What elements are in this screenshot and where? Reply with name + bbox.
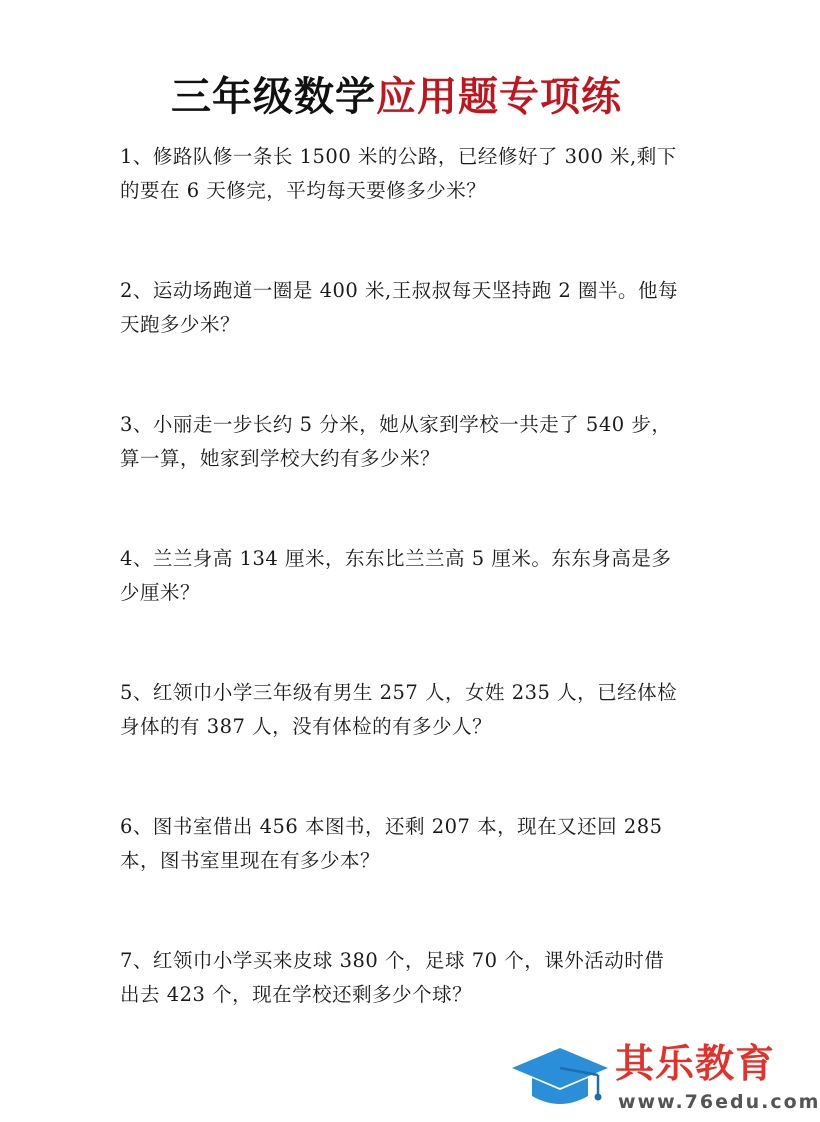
problem-2: 2、运动场跑道一圈是 400 米,王叔叔每天坚持跑 2 圈半。他每天跑多少米？ <box>120 279 679 336</box>
page-title <box>0 69 793 125</box>
brand-watermark <box>510 1040 820 1120</box>
title-part-black: 三年级数学 <box>171 73 376 120</box>
graduation-cap-icon <box>510 1042 610 1112</box>
problem-list <box>120 140 680 1078</box>
problem-6: 6、图书室借出 456 本图书，还剩 207 本，现在又还回 285 本，图书室里现在有多少本？ <box>120 815 663 872</box>
brand-url: www.76edu.com <box>618 1091 820 1113</box>
problem-1: 1、修路队修一条长 1500 米的公路，已经修好了 300 米,剩下的要在 6 天修完，平均每天要修多少米？ <box>120 145 677 202</box>
problem-3: 3、小丽走一步长约 5 分米，她从家到学校一共走了 540 步，算一算，她家到学校大约有多少米？ <box>120 413 672 470</box>
brand-name: 其乐教育 <box>615 1042 776 1087</box>
title-part-red: 应用题专项练 <box>376 73 622 120</box>
problem-7: 7、红领巾小学买来皮球 380 个，足球 70 个，课外活动时借出去 423 个，现在学校还剩多少个球？ <box>120 949 665 1006</box>
problem-4: 4、兰兰身高 134 厘米，东东比兰兰高 5 厘米。东东身高是多少厘米？ <box>120 547 672 604</box>
problem-5: 5、红领巾小学三年级有男生 257 人，女姓 235 人，已经体检身体的有 387 人，没有体检的有多少人？ <box>120 681 678 738</box>
